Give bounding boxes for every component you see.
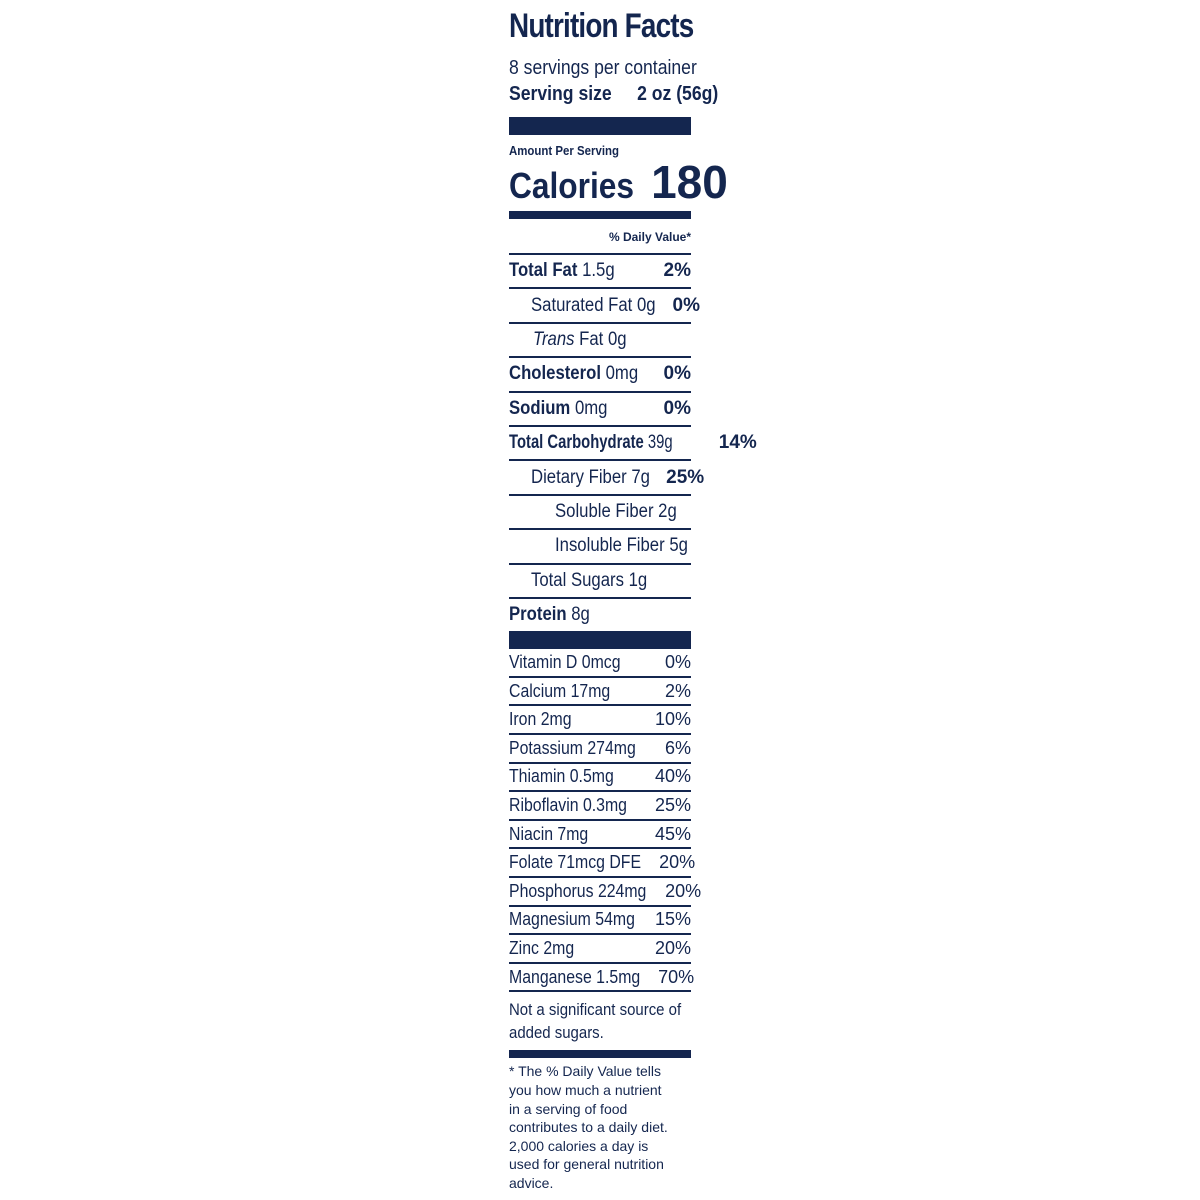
nutrition-facts-label: [509, 6, 757, 1193]
nutrient-row-total-fat: Total Fat 1.5g 2%: [509, 255, 691, 289]
daily-value: 20%: [665, 880, 702, 901]
daily-value: 40%: [654, 766, 691, 787]
daily-value: 20%: [654, 938, 691, 959]
daily-value: 0%: [672, 294, 701, 316]
daily-value: 14%: [718, 432, 757, 454]
daily-value: 6%: [664, 737, 691, 758]
daily-value: 0%: [663, 363, 691, 385]
nutrient-row-total-sugars: Total Sugars 1g: [509, 565, 691, 599]
nutrient-row-total-carbohydrate: Total Carbohydrate 39g 14%: [509, 427, 691, 461]
daily-value: 10%: [654, 709, 691, 730]
serving-size-label: Serving size: [509, 83, 612, 105]
daily-value-footnote: [509, 1058, 691, 1192]
vitamin-row-calcium: Calcium 17mg 2%: [509, 678, 691, 707]
footnote-line: in a serving of food: [509, 1100, 628, 1117]
medium-divider: [509, 211, 691, 219]
vitamin-row-zinc: Zinc 2mg 20%: [509, 935, 691, 964]
daily-value: 45%: [654, 823, 691, 844]
thick-divider-vitamins: [509, 631, 691, 649]
footnote-line: used for general nutrition: [509, 1156, 664, 1173]
servings-per-container: 8 servings per container: [509, 57, 697, 79]
footnote-line: advice.: [509, 1174, 554, 1191]
daily-value: 25%: [654, 795, 691, 816]
serving-size-value: 2 oz (56g): [636, 83, 718, 105]
calories-value: 180: [651, 156, 728, 208]
amount-per-serving: Amount Per Serving: [509, 143, 619, 158]
vitamin-row-iron: Iron 2mg 10%: [509, 706, 691, 735]
calories-label: Calories: [509, 165, 635, 206]
thick-divider-top: [509, 117, 691, 135]
daily-value: 2%: [663, 260, 691, 282]
footnote-line: * The % Daily Value tells: [509, 1063, 661, 1080]
vitamin-row-folate: Folate 71mcg DFE 20%: [509, 849, 691, 878]
vitamin-row-magnesium: Magnesium 54mg 15%: [509, 907, 691, 936]
nutrient-row-saturated-fat: Saturated Fat 0g 0%: [509, 289, 691, 323]
nutrient-row-cholesterol: Cholesterol 0mg 0%: [509, 358, 691, 392]
vitamin-row-vitamin-d: Vitamin D 0mcg 0%: [509, 649, 691, 678]
nutrient-row-dietary-fiber: Dietary Fiber 7g 25%: [509, 461, 691, 495]
nutrient-row-soluble-fiber: Soluble Fiber 2g: [509, 496, 691, 530]
calories-row: [509, 156, 728, 209]
vitamin-row-manganese: Manganese 1.5mg 70%: [509, 966, 695, 987]
vitamin-row-thiamin: Thiamin 0.5mg 40%: [509, 764, 691, 793]
vitamin-row-potassium: Potassium 274mg 6%: [509, 735, 691, 764]
footnote-line: 2,000 calories a day is: [509, 1137, 649, 1154]
added-sugars-note: Not a significant source of added sugars.: [509, 990, 691, 1050]
nutrient-row-trans-fat: Trans Fat 0g: [509, 324, 691, 358]
daily-value: 70%: [658, 966, 695, 987]
vitamin-row-riboflavin: Riboflavin 0.3mg 25%: [509, 792, 691, 821]
nutrient-row-insoluble-fiber: Insoluble Fiber 5g: [509, 530, 691, 564]
vitamin-row-phosphorus: Phosphorus 224mg 20%: [509, 878, 691, 907]
footnote-line: contributes to a daily diet.: [509, 1119, 668, 1136]
daily-value: 20%: [659, 852, 696, 873]
daily-value: 15%: [654, 909, 691, 930]
daily-value: 2%: [664, 680, 691, 701]
daily-value-header: % Daily Value*: [509, 219, 691, 255]
thick-divider-bottom: [509, 1050, 691, 1058]
footnote-line: you how much a nutrient: [509, 1082, 662, 1099]
label-title: Nutrition Facts: [509, 7, 694, 45]
nutrient-row-sodium: Sodium 0mg 0%: [509, 393, 691, 427]
serving-size-row: [509, 81, 718, 107]
nutrient-row-protein: Protein 8g: [509, 604, 590, 626]
daily-value: 0%: [663, 397, 691, 419]
vitamin-row-niacin: Niacin 7mg 45%: [509, 821, 691, 850]
daily-value: 25%: [666, 466, 705, 488]
daily-value: 0%: [664, 652, 691, 673]
